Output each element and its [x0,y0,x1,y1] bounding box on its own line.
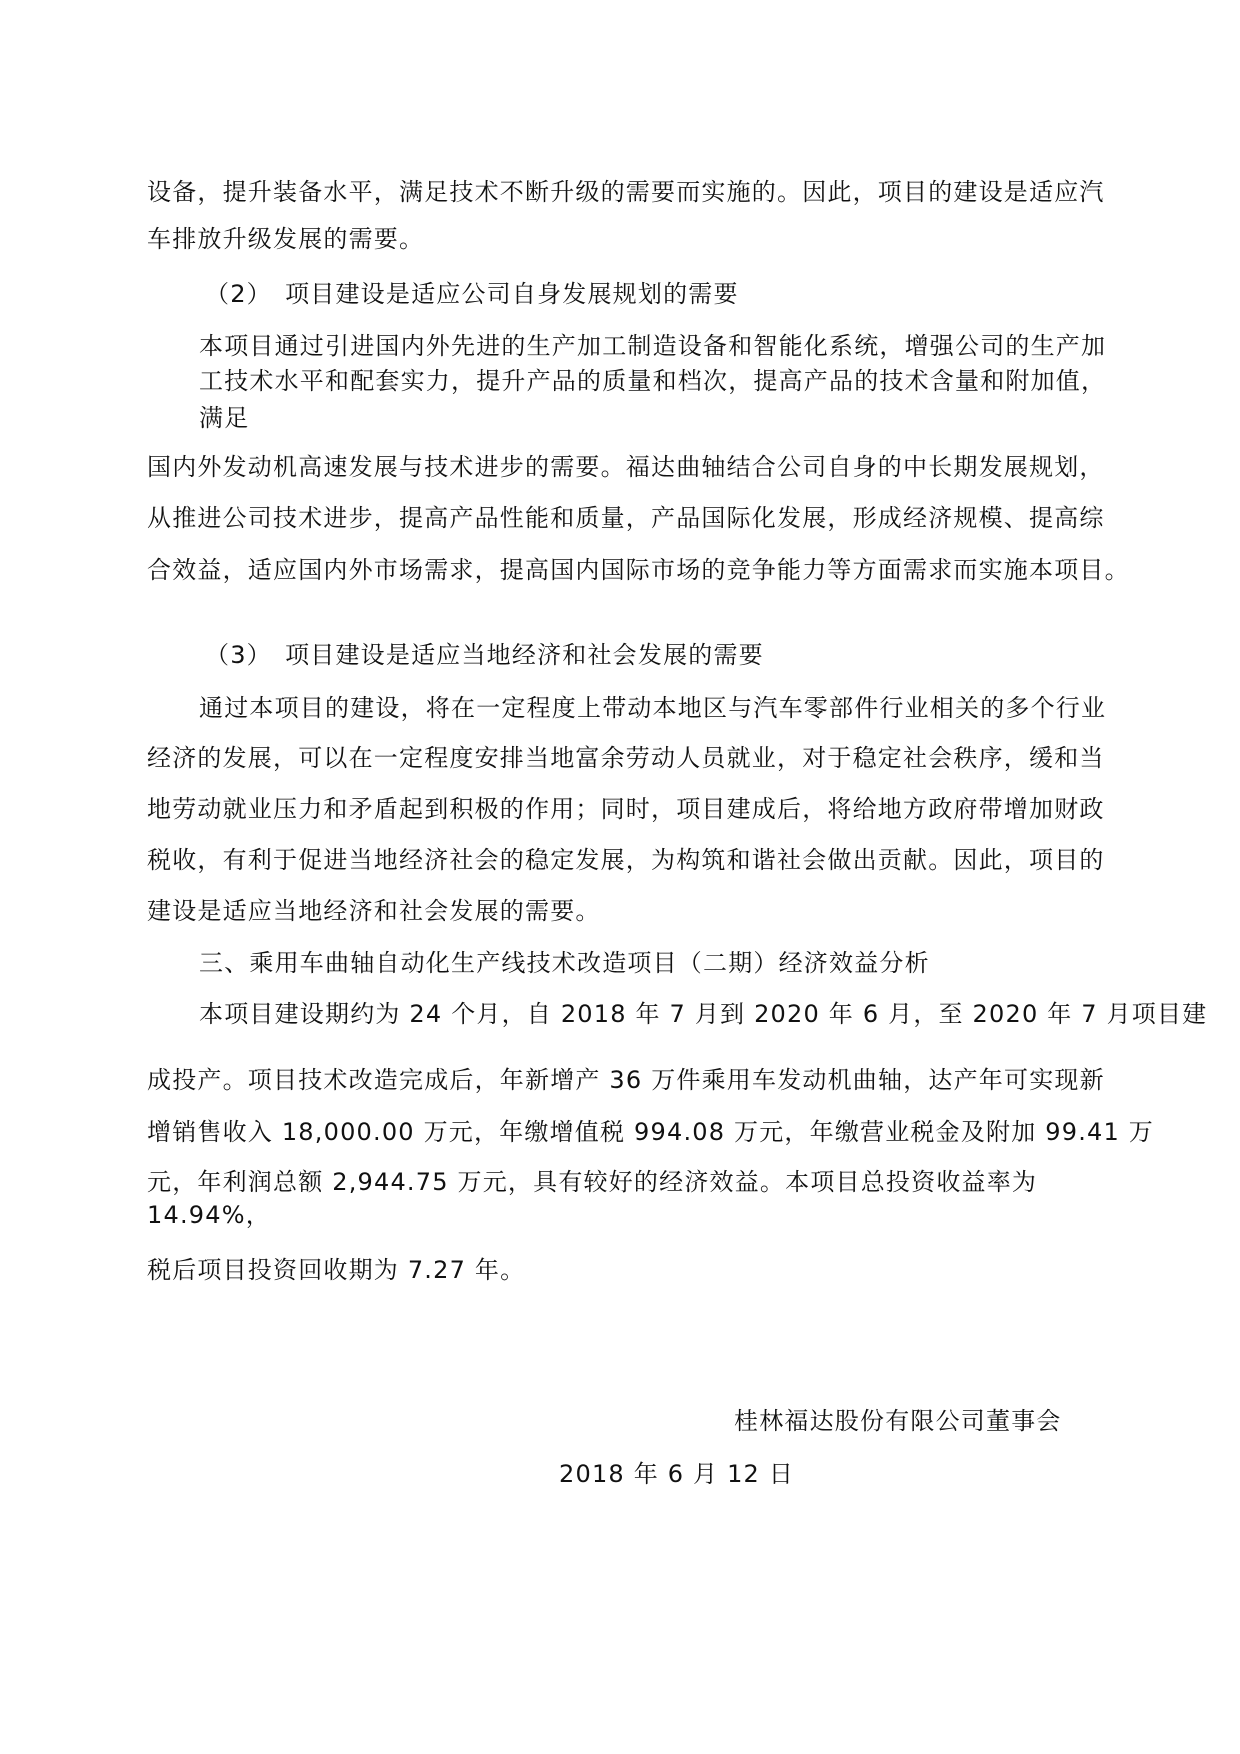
section-heading: （2） 项目建设是适应公司自身发展规划的需要 [205,280,739,308]
paragraph-line: 设备，提升装备水平，满足技术不断升级的需要而实施的。因此，项目的建设是适应汽 [147,178,1105,206]
paragraph-line: 元，年利润总额 2,944.75 万元，具有较好的经济效益。本项目总投资收益率为 [147,1168,1038,1196]
paragraph-line: 车排放升级发展的需要。 [147,225,425,253]
paragraph-line: 满足 [199,404,250,432]
paragraph-line: 本项目建设期约为 24 个月，自 2018 年 7 月到 2020 年 6 月，至 2020 年 7 月项目建 [199,1000,1208,1028]
paragraph-line: 工技术水平和配套实力，提升产品的质量和档次，提高产品的技术含量和附加值， [199,367,1107,395]
paragraph-line: 从推进公司技术进步，提高产品性能和质量，产品国际化发展，形成经济规模、提高综 [147,504,1105,532]
paragraph-line: 14.94%， [147,1201,271,1229]
paragraph-line: 税收，有利于促进当地经济社会的稳定发展，为构筑和谐社会做出贡献。因此，项目的 [147,846,1105,874]
signature-company: 桂林福达股份有限公司董事会 [734,1407,1062,1435]
paragraph-line: 国内外发动机高速发展与技术进步的需要。福达曲轴结合公司自身的中长期发展规划， [147,453,1105,481]
paragraph-line: 通过本项目的建设，将在一定程度上带动本地区与汽车零部件行业相关的多个行业 [199,694,1107,722]
section-heading: （3） 项目建设是适应当地经济和社会发展的需要 [205,641,764,669]
paragraph-line: 建设是适应当地经济和社会发展的需要。 [147,897,601,925]
paragraph-line: 地劳动就业压力和矛盾起到积极的作用；同时，项目建成后，将给地方政府带增加财政 [147,795,1105,823]
paragraph-line: 成投产。项目技术改造完成后，年新增产 36 万件乘用车发动机曲轴，达产年可实现新 [147,1066,1105,1094]
paragraph-line: 增销售收入 18,000.00 万元，年缴增值税 994.08 万元，年缴营业税金及附加 99.41 万 [147,1118,1154,1146]
paragraph-line: 经济的发展，可以在一定程度安排当地富余劳动人员就业，对于稳定社会秩序，缓和当 [147,744,1105,772]
signature-date: 2018 年 6 月 12 日 [559,1460,795,1488]
section-heading: 三、乘用车曲轴自动化生产线技术改造项目（二期）经济效益分析 [199,949,930,977]
paragraph-line: 本项目通过引进国内外先进的生产加工制造设备和智能化系统，增强公司的生产加 [199,332,1107,360]
paragraph-line: 税后项目投资回收期为 7.27 年。 [147,1256,526,1284]
paragraph-line: 合效益，适应国内外市场需求，提高国内国际市场的竞争能力等方面需求而实施本项目。 [147,556,1130,584]
